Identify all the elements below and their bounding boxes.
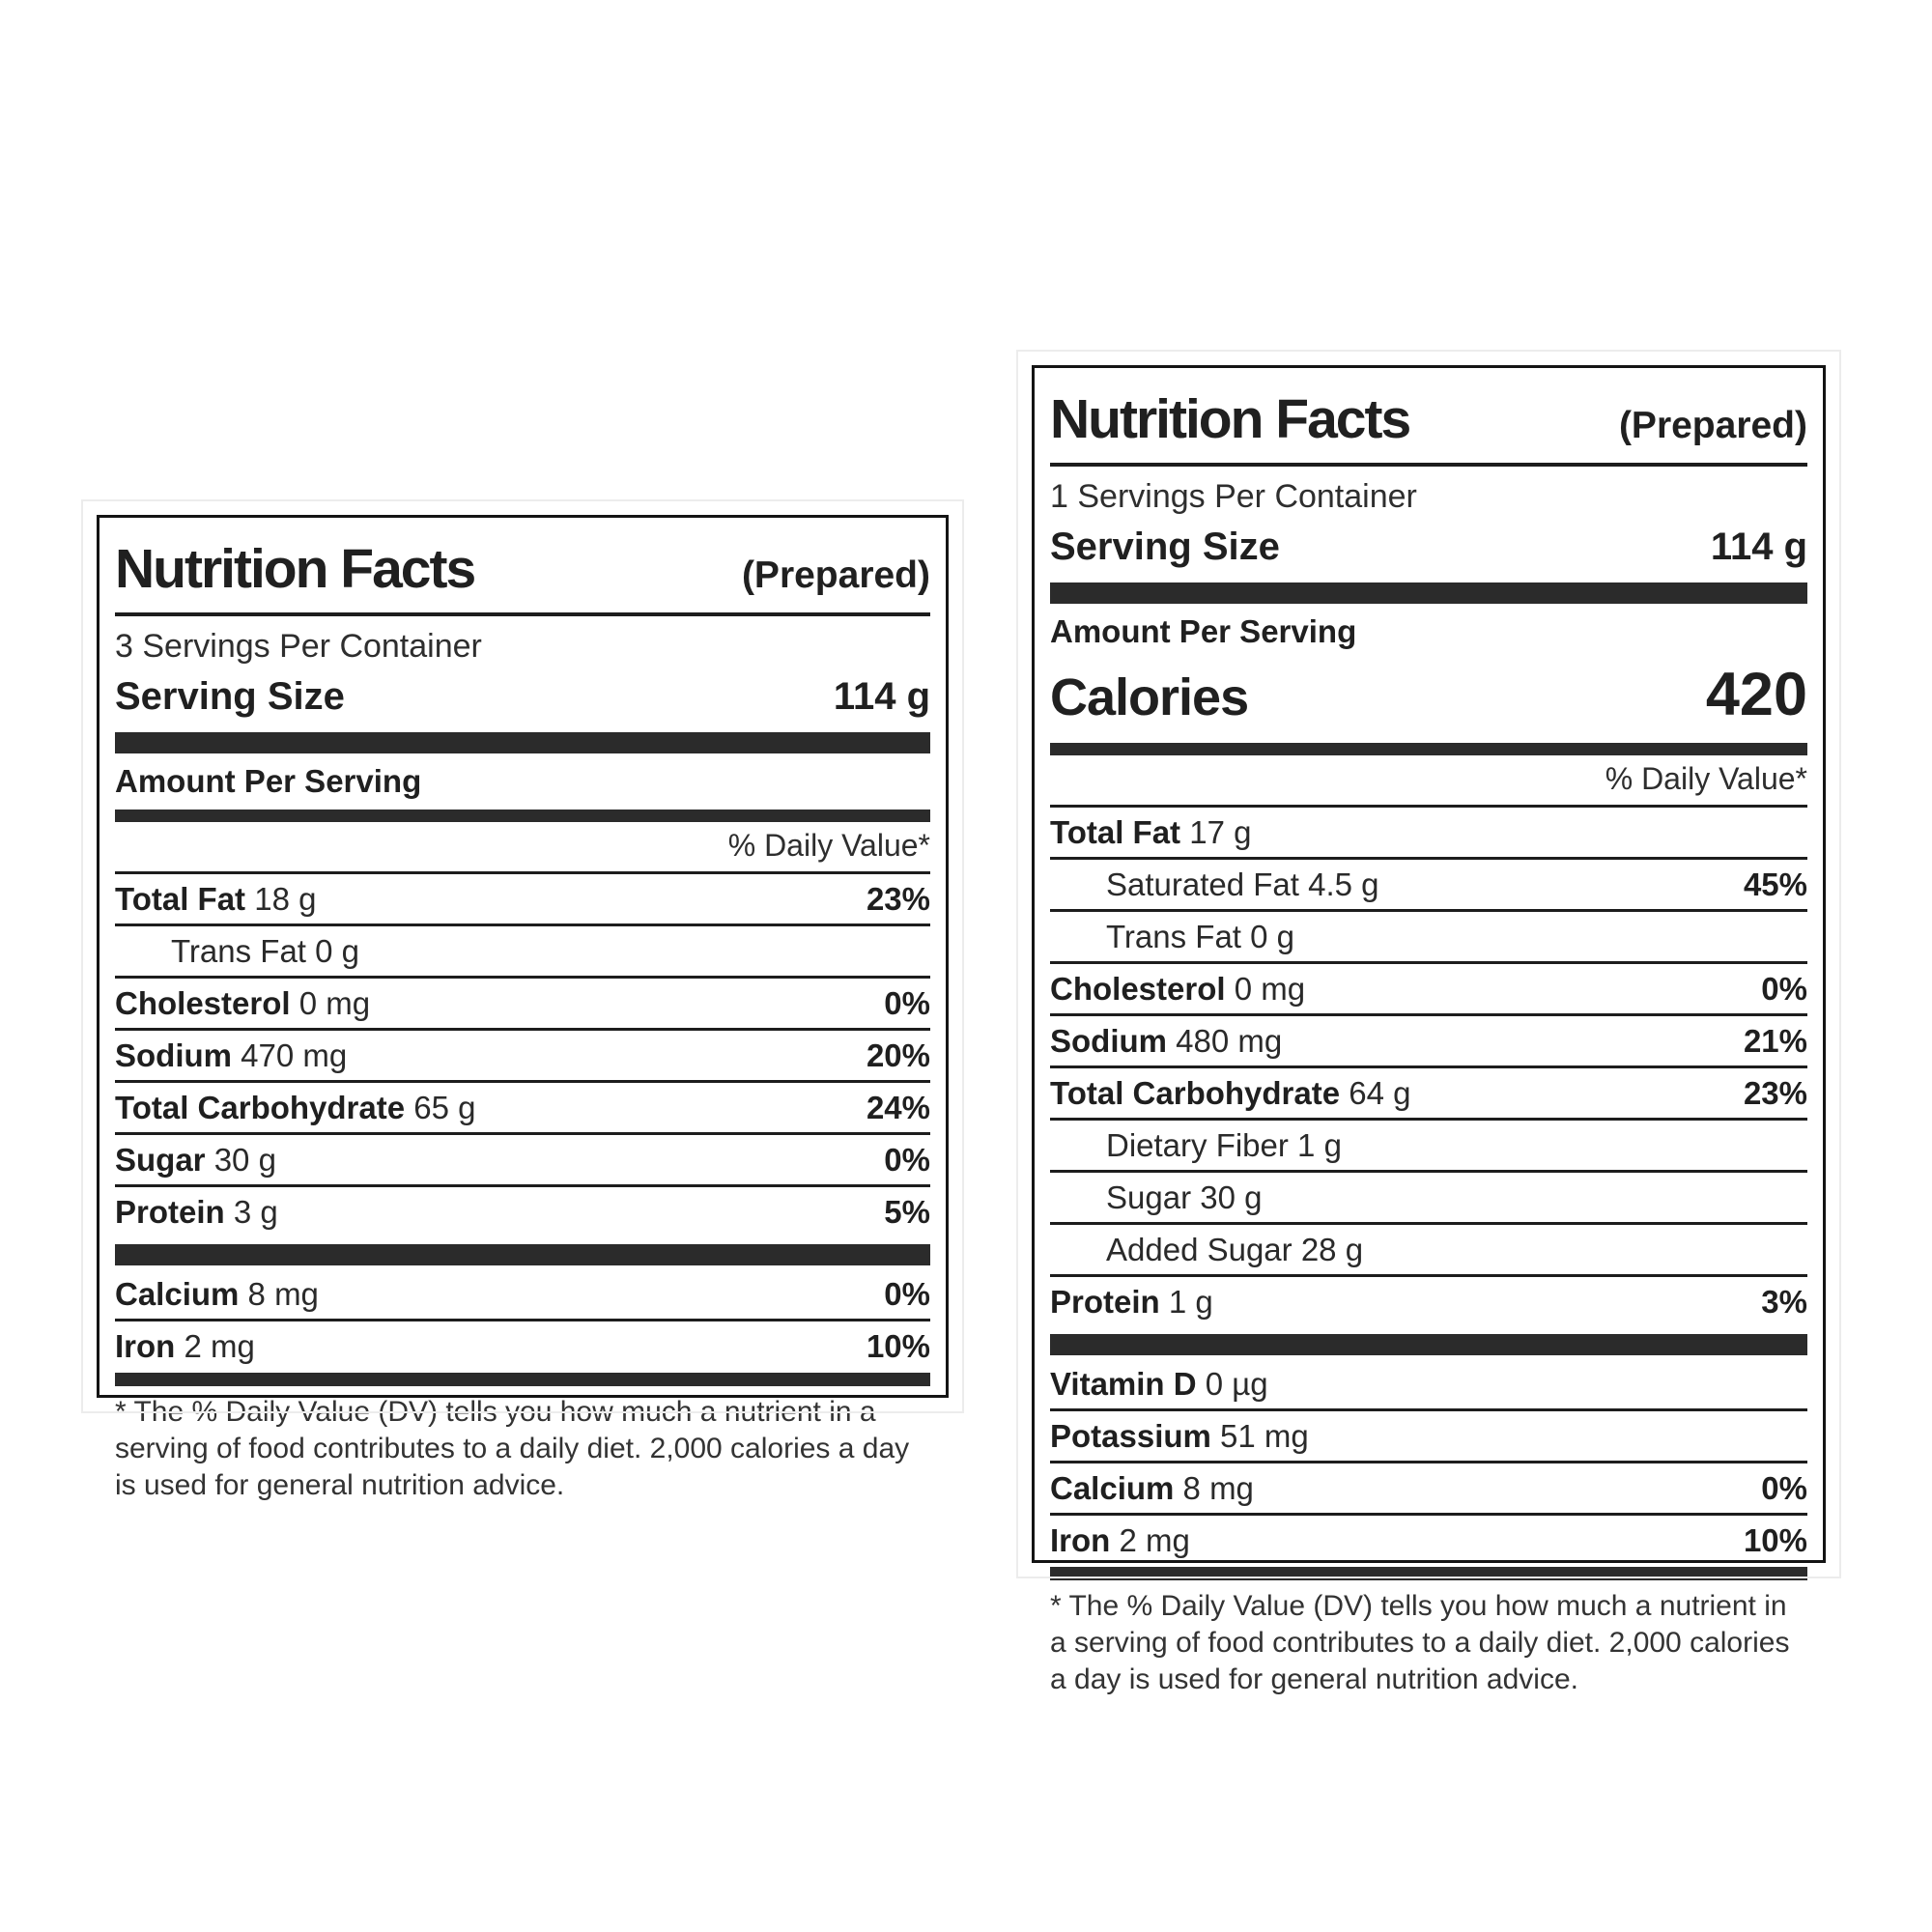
nutrient-name-amount: Calcium 8 mg [1050, 1470, 1254, 1506]
nutrient-row [115, 979, 930, 1031]
nutrient-row [1050, 1463, 1807, 1516]
nutrient-row [115, 1269, 930, 1321]
label-title-suffix: (Prepared) [741, 554, 930, 596]
nutrient-row [1050, 1359, 1807, 1411]
nutrient-daily-value: 23% [866, 881, 930, 917]
nutrient-daily-value: 0% [1761, 971, 1807, 1007]
nutrient-name-amount: Dietary Fiber 1 g [1106, 1127, 1342, 1163]
nutrient-row [115, 874, 930, 926]
nutrient-name-amount: Sugar 30 g [1106, 1179, 1263, 1215]
nutrient-name-amount: Iron 2 mg [115, 1328, 255, 1364]
daily-value-footnote: * The % Daily Value (DV) tells you how much a nutrient in a serving of food contributes to a daily diet. 2,000 calories a day is used for general nutrition advice. [1050, 1590, 1790, 1696]
nutrient-name-amount: Sugar 30 g [115, 1142, 276, 1178]
label-title-row [115, 537, 930, 601]
nutrient-row [1050, 1121, 1807, 1173]
section-bar [115, 810, 930, 822]
nutrient-rows [115, 874, 930, 1236]
nutrient-row [1050, 1277, 1807, 1326]
section-bar [1050, 743, 1807, 755]
nutrient-row [115, 1135, 930, 1187]
calories-label: Calories [1050, 668, 1249, 726]
nutrient-name-amount: Trans Fat 0 g [171, 933, 360, 969]
nutrient-name-amount: Total Carbohydrate 65 g [115, 1090, 476, 1125]
serving-size-row [1050, 526, 1807, 569]
calories-row [1050, 660, 1807, 729]
nutrient-name-amount: Iron 2 mg [1050, 1522, 1190, 1558]
nutrient-name-amount: Protein 3 g [115, 1194, 278, 1230]
nutrient-row [1050, 1411, 1807, 1463]
nutrient-name-amount: Total Fat 18 g [115, 881, 317, 917]
title-divider [115, 612, 930, 616]
nutrient-name-amount: Sodium 480 mg [1050, 1023, 1283, 1059]
nutrient-daily-value: 0% [884, 1276, 930, 1312]
nutrient-row [115, 1187, 930, 1236]
nutrient-name-amount: Vitamin D 0 µg [1050, 1366, 1268, 1402]
nutrient-name-amount: Trans Fat 0 g [1106, 919, 1295, 954]
nutrient-daily-value: 3% [1761, 1284, 1807, 1320]
nutrient-rows [1050, 808, 1807, 1326]
nutrient-daily-value: 10% [866, 1328, 930, 1364]
nutrient-name-amount: Added Sugar 28 g [1106, 1232, 1364, 1267]
nutrient-row [115, 1083, 930, 1135]
serving-size-label: Serving Size [115, 675, 345, 718]
nutrition-label-right [1032, 365, 1826, 1696]
nutrient-daily-value: 45% [1743, 867, 1807, 902]
nutrient-name-amount: Sodium 470 mg [115, 1037, 348, 1073]
nutrient-row [1050, 808, 1807, 860]
nutrient-daily-value: 0% [1761, 1470, 1807, 1506]
servings-per-container: 1 Servings Per Container [1050, 478, 1417, 515]
nutrient-daily-value: 0% [884, 1142, 930, 1178]
nutrient-daily-value: 21% [1743, 1023, 1807, 1059]
nutrient-name-amount: Potassium 51 mg [1050, 1418, 1309, 1454]
nutrient-daily-value: 24% [866, 1090, 930, 1125]
section-bar [115, 732, 930, 753]
nutrient-row [1050, 1173, 1807, 1225]
nutrient-row [1050, 912, 1807, 964]
nutrient-row [115, 1031, 930, 1083]
nutrition-label-left [97, 515, 949, 1502]
serving-size-row [115, 675, 930, 719]
section-bar [1050, 1334, 1807, 1355]
amount-per-serving-label: Amount Per Serving [1050, 613, 1357, 649]
nutrient-row [1050, 964, 1807, 1016]
amount-per-serving-label: Amount Per Serving [115, 763, 422, 799]
section-bar [115, 1373, 930, 1386]
daily-value-header: % Daily Value* [1050, 755, 1807, 808]
title-divider [1050, 463, 1807, 467]
nutrient-name-amount: Calcium 8 mg [115, 1276, 319, 1312]
nutrient-row [1050, 1225, 1807, 1277]
nutrient-daily-value: 20% [866, 1037, 930, 1073]
micronutrient-rows [115, 1269, 930, 1371]
nutrient-name-amount: Protein 1 g [1050, 1284, 1213, 1320]
serving-size-value: 114 g [833, 675, 930, 718]
nutrient-name-amount: Saturated Fat 4.5 g [1106, 867, 1379, 902]
label-title: Nutrition Facts [115, 538, 475, 600]
calories-value: 420 [1705, 661, 1807, 728]
nutrient-row [1050, 1016, 1807, 1068]
nutrient-name-amount: Cholesterol 0 mg [115, 985, 371, 1021]
serving-size-label: Serving Size [1050, 526, 1280, 568]
nutrient-row [115, 1321, 930, 1371]
label-title-suffix: (Prepared) [1618, 405, 1807, 446]
section-bar [1050, 1567, 1807, 1580]
nutrient-daily-value: 5% [884, 1194, 930, 1230]
nutrient-daily-value: 23% [1743, 1075, 1807, 1111]
micronutrient-rows [1050, 1359, 1807, 1565]
label-title-row [1050, 387, 1807, 451]
section-bar [1050, 582, 1807, 604]
serving-size-value: 114 g [1710, 526, 1807, 568]
nutrient-daily-value: 0% [884, 985, 930, 1021]
nutrient-name-amount: Total Carbohydrate 64 g [1050, 1075, 1411, 1111]
section-bar [115, 1244, 930, 1265]
daily-value-header: % Daily Value* [115, 822, 930, 874]
nutrient-row [1050, 1516, 1807, 1565]
nutrient-name-amount: Total Fat 17 g [1050, 814, 1252, 850]
nutrient-row [1050, 1068, 1807, 1121]
servings-per-container: 3 Servings Per Container [115, 628, 482, 665]
nutrient-name-amount: Cholesterol 0 mg [1050, 971, 1306, 1007]
nutrient-row [115, 926, 930, 979]
nutrient-daily-value: 10% [1743, 1522, 1807, 1558]
nutrient-row [1050, 860, 1807, 912]
label-title: Nutrition Facts [1050, 388, 1410, 450]
daily-value-footnote: * The % Daily Value (DV) tells you how much a nutrient in a serving of food contributes to a daily diet. 2,000 calories a day is used for general nutrition advice. [115, 1396, 910, 1502]
